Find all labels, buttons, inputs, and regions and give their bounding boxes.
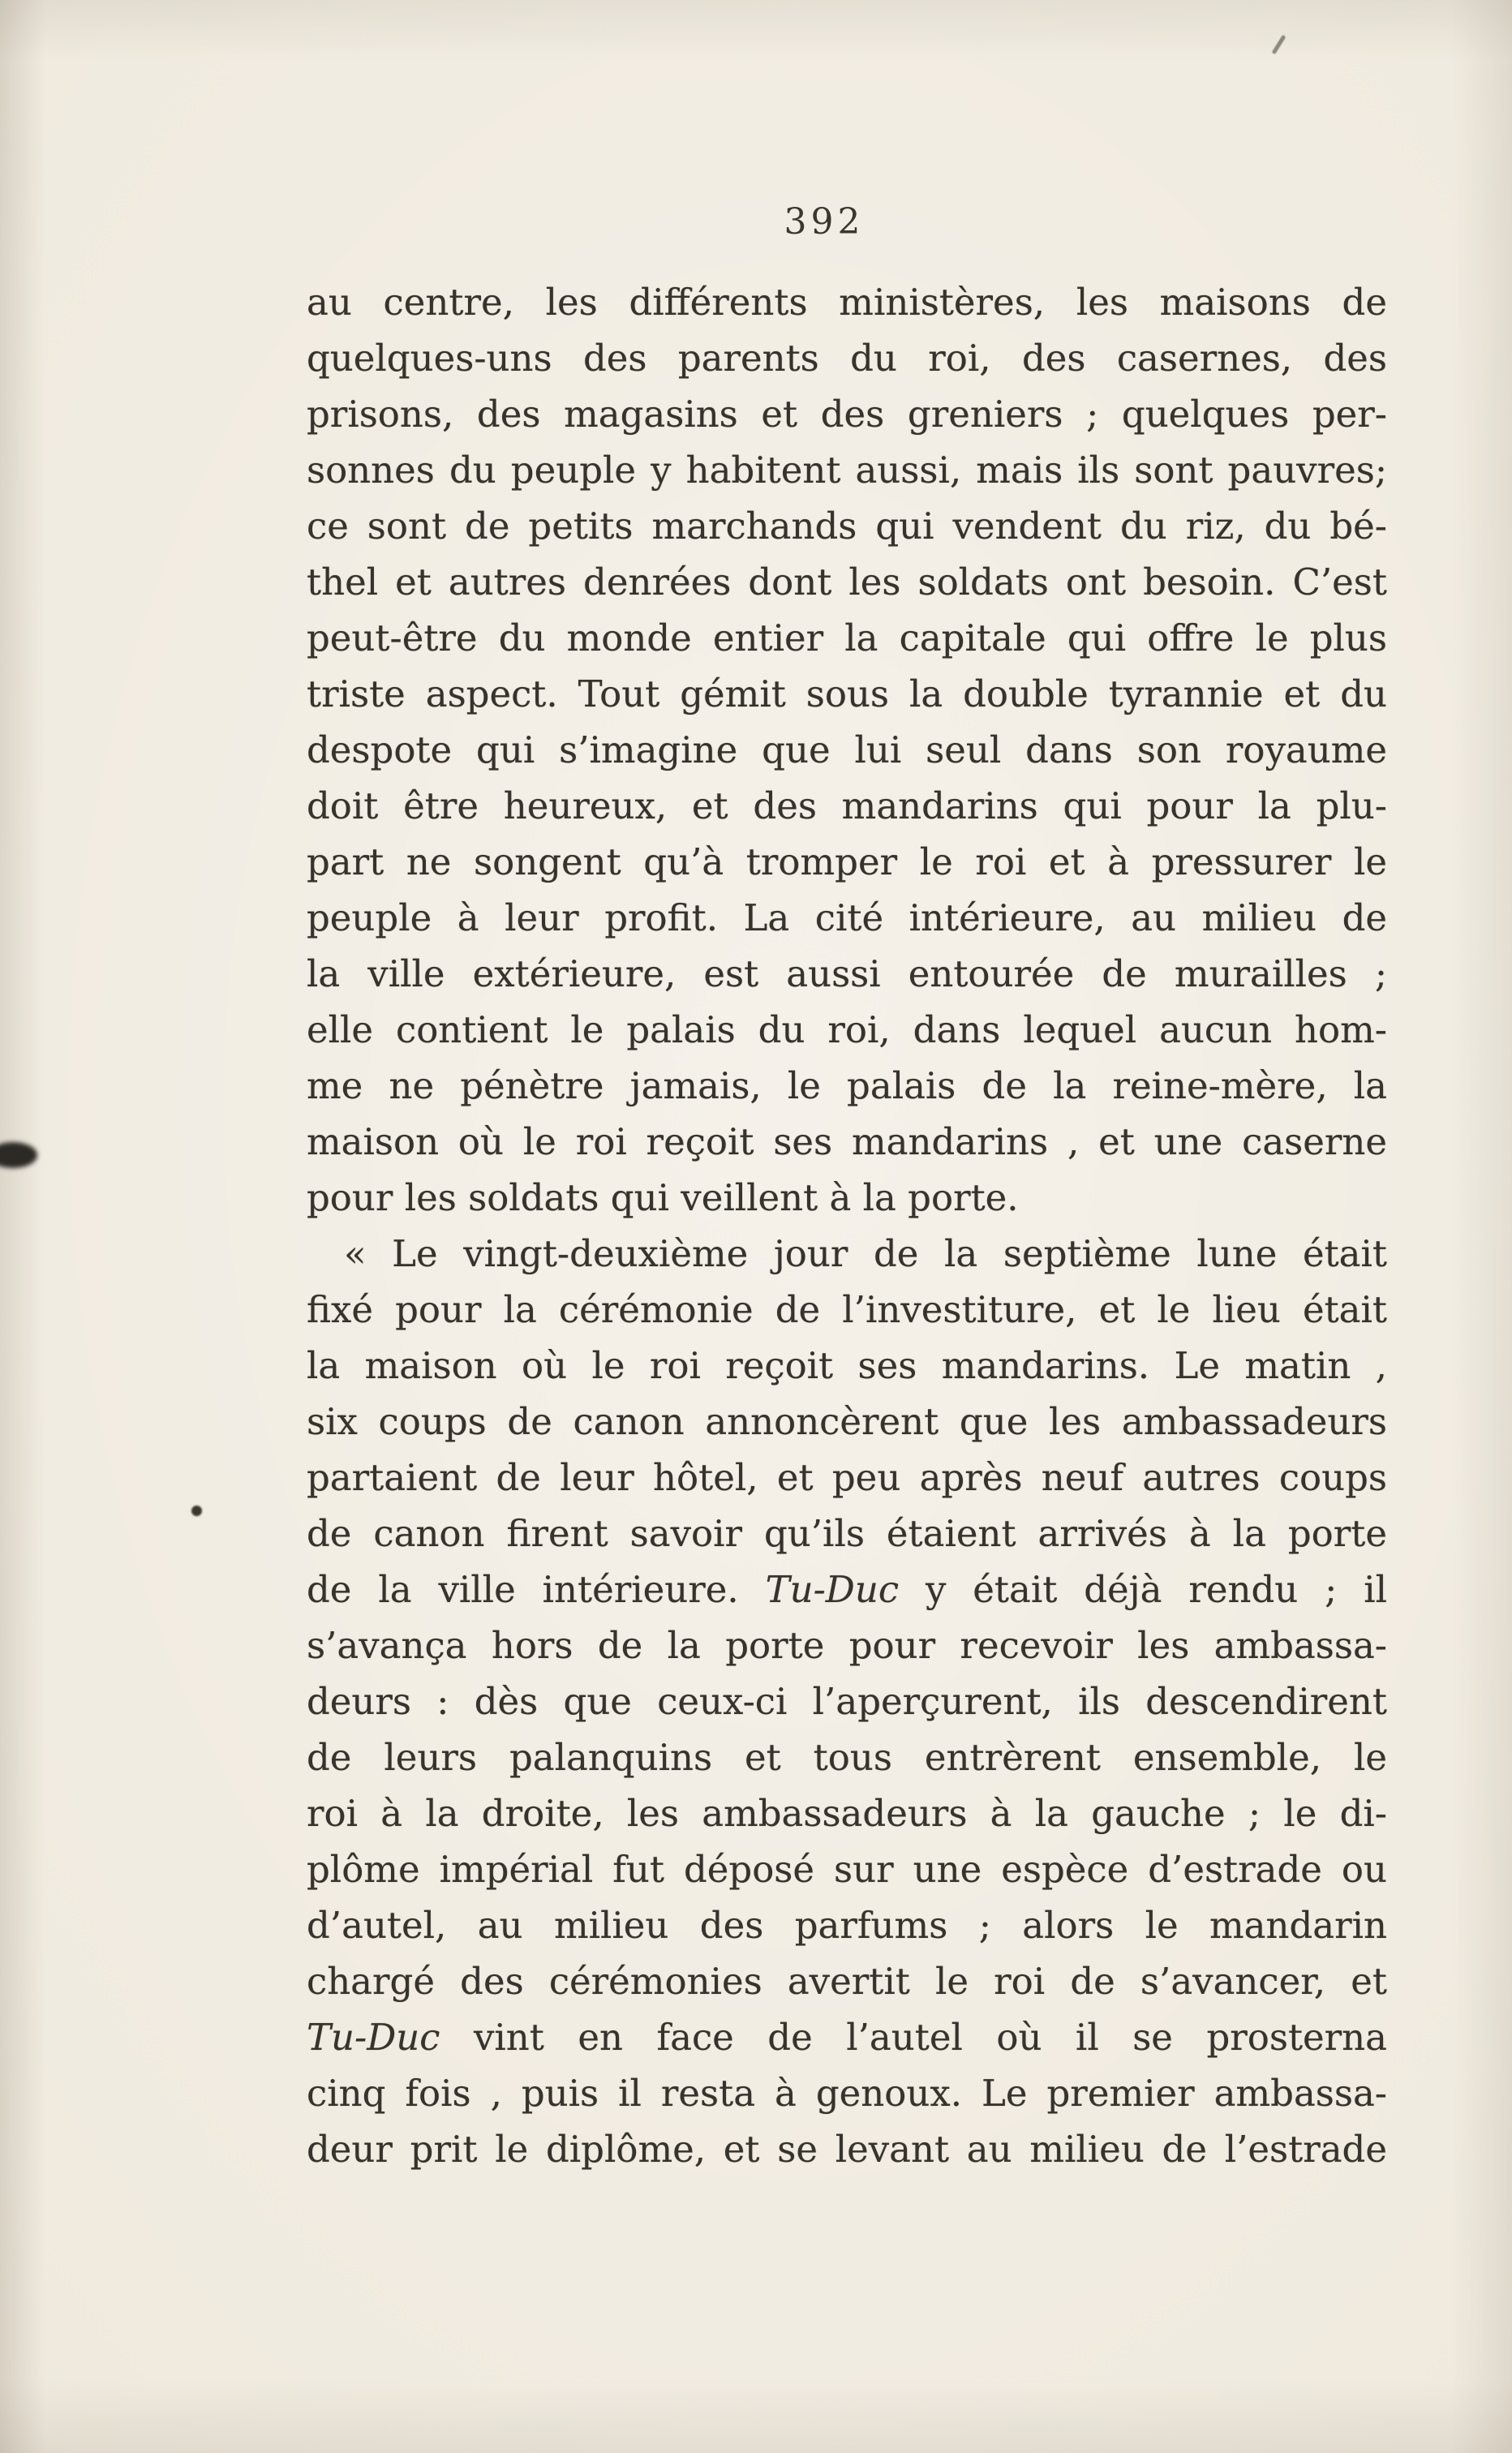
text-segment: deurs : dès que ceux-ci l’aperçurent, ils descendirent xyxy=(307,1680,1387,1723)
text-segment: sonnes du peuple y habitent aussi, mais ils sont pauvres; xyxy=(307,449,1387,492)
text-line xyxy=(307,1506,1387,1562)
text-segment: y était déjà rendu ; il xyxy=(899,1568,1388,1611)
text-line xyxy=(307,666,1387,722)
text-line xyxy=(307,1114,1387,1170)
text-line xyxy=(307,1170,1387,1226)
text-line xyxy=(307,386,1387,442)
text-line xyxy=(307,1002,1387,1058)
text-line xyxy=(307,1282,1387,1338)
page-number: 392 xyxy=(784,201,865,243)
scan-artifact-smudge xyxy=(0,1142,37,1168)
text-segment: de la ville intérieure. xyxy=(307,1568,766,1611)
text-line xyxy=(307,274,1387,330)
text-segment: elle contient le palais du roi, dans lequel aucun hom- xyxy=(307,1008,1387,1051)
italic-text-segment: Tu-Duc xyxy=(307,2016,440,2059)
text-line xyxy=(307,1450,1387,1506)
text-segment: chargé des cérémonies avertit le roi de s’avancer, et xyxy=(307,1960,1387,2003)
text-line xyxy=(307,946,1387,1002)
text-segment: « Le vingt-deuxième jour de la septième lune était xyxy=(344,1232,1387,1275)
text-line xyxy=(307,778,1387,834)
text-segment: d’autel, au milieu des parfums ; alors le mandarin xyxy=(307,1904,1387,1947)
scan-artifact-corner-mark xyxy=(1271,35,1286,55)
text-segment: s’avança hors de la porte pour recevoir les ambassa- xyxy=(307,1624,1387,1667)
text-segment: vint en face de l’autel où il se prosterna xyxy=(440,2016,1387,2059)
text-segment: partaient de leur hôtel, et peu après neuf autres coups xyxy=(307,1456,1387,1499)
text-line xyxy=(307,1841,1387,1897)
text-line xyxy=(307,834,1387,890)
text-segment: thel et autres denrées dont les soldats ont besoin. C’est xyxy=(307,561,1387,604)
text-segment: part ne songent qu’à tromper le roi et à pressurer le xyxy=(307,840,1387,883)
text-line xyxy=(307,1673,1387,1729)
text-segment: quelques-uns des parents du roi, des casernes, des xyxy=(307,337,1387,380)
text-segment: de canon firent savoir qu’ils étaient arrivés à la porte xyxy=(307,1512,1387,1555)
text-segment: ce sont de petits marchands qui vendent du riz, du bé- xyxy=(307,505,1387,548)
text-segment: peut-être du monde entier la capitale qui offre le plus xyxy=(307,616,1387,659)
text-segment: pour les soldats qui veillent à la porte. xyxy=(307,1176,1019,1219)
text-segment: peuple à leur profit. La cité intérieure, au milieu de xyxy=(307,896,1387,939)
text-line xyxy=(307,2009,1387,2065)
text-line xyxy=(307,1226,1387,1282)
text-line xyxy=(307,1394,1387,1450)
text-segment: deur prit le diplôme, et se levant au milieu de l’estrade xyxy=(307,2128,1387,2171)
text-segment: la maison où le roi reçoit ses mandarins. Le matin , xyxy=(307,1344,1387,1387)
text-segment: six coups de canon annoncèrent que les ambassadeurs xyxy=(307,1400,1387,1443)
text-line xyxy=(307,722,1387,778)
text-segment: la ville extérieure, est aussi entourée de murailles ; xyxy=(307,952,1387,995)
text-line xyxy=(307,1058,1387,1114)
text-line xyxy=(307,1953,1387,2009)
text-line xyxy=(307,1897,1387,1953)
text-segment: plôme impérial fut déposé sur une espèce d’estrade ou xyxy=(307,1848,1387,1891)
text-segment: prisons, des magasins et des greniers ; quelques per- xyxy=(307,393,1387,436)
text-line xyxy=(307,1785,1387,1841)
text-segment: roi à la droite, les ambassadeurs à la gauche ; le di- xyxy=(307,1792,1387,1835)
text-segment: me ne pénètre jamais, le palais de la reine-mère, la xyxy=(307,1064,1387,1107)
text-segment: triste aspect. Tout gémit sous la double tyrannie et du xyxy=(307,672,1387,715)
text-line xyxy=(307,330,1387,386)
text-line xyxy=(307,2065,1387,2121)
text-line xyxy=(307,1617,1387,1673)
text-segment: despote qui s’imagine que lui seul dans son royaume xyxy=(307,728,1387,771)
text-line xyxy=(307,554,1387,610)
italic-text-segment: Tu-Duc xyxy=(765,1568,900,1611)
text-segment: cinq fois , puis il resta à genoux. Le premier ambassa- xyxy=(307,2072,1387,2115)
text-line xyxy=(307,2121,1387,2177)
text-line xyxy=(307,498,1387,554)
text-segment: doit être heureux, et des mandarins qui pour la plu- xyxy=(307,784,1387,827)
text-segment: au centre, les différents ministères, les maisons de xyxy=(307,281,1387,324)
text-line xyxy=(307,890,1387,946)
text-line xyxy=(307,610,1387,666)
text-line xyxy=(307,1338,1387,1394)
text-segment: maison où le roi reçoit ses mandarins , et une caserne xyxy=(307,1120,1387,1163)
text-line xyxy=(307,442,1387,498)
page-text-block xyxy=(307,274,1387,2177)
text-segment: fixé pour la cérémonie de l’investiture, et le lieu était xyxy=(307,1288,1387,1331)
scan-artifact-dot xyxy=(191,1506,202,1516)
text-segment: de leurs palanquins et tous entrèrent ensemble, le xyxy=(307,1736,1387,1779)
text-line xyxy=(307,1562,1387,1617)
text-line xyxy=(307,1729,1387,1785)
